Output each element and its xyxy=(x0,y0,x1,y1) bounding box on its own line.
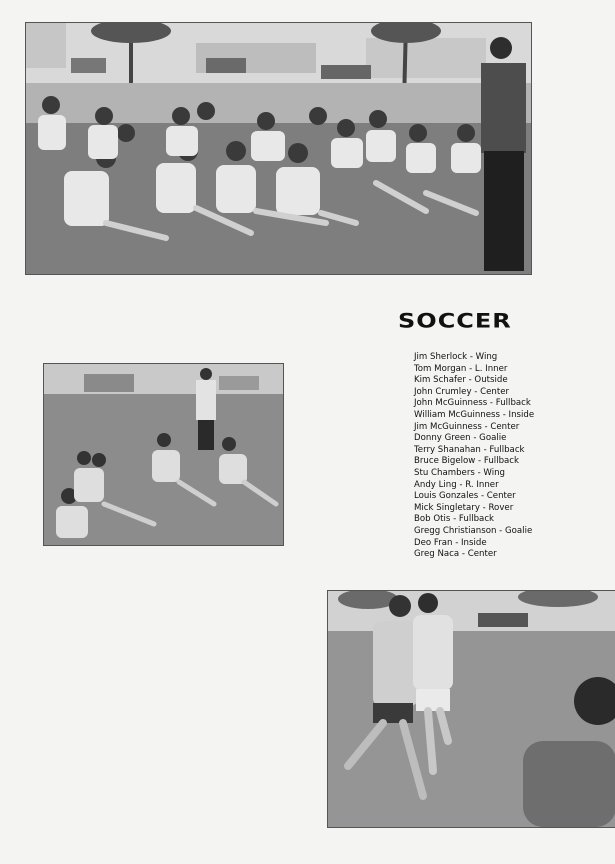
roster-entry: Bruce Bigelow - Fullback xyxy=(414,456,520,467)
page-title: SOCCER xyxy=(398,310,512,333)
practice-photo-illustration xyxy=(44,364,283,545)
roster-entry: Tom Morgan - L. Inner xyxy=(414,363,508,374)
roster-entry: Donny Green - Goalie xyxy=(414,433,507,444)
practice-photo xyxy=(43,363,284,546)
roster-entry: John Crumley - Center xyxy=(414,386,510,397)
roster-list xyxy=(414,352,534,561)
roster-entry: William McGuinness - Inside xyxy=(414,409,535,420)
roster-entry: Deo Fran - Inside xyxy=(414,537,487,548)
roster-entry: Jim McGuinness - Center xyxy=(414,421,520,432)
roster-entry: Terry Shanahan - Fullback xyxy=(414,444,525,455)
roster-entry: Bob Otis - Fullback xyxy=(414,514,495,525)
action-photo xyxy=(327,590,615,828)
roster-entry: Kim Schafer - Outside xyxy=(414,375,508,386)
team-photo xyxy=(25,22,532,275)
action-photo-illustration xyxy=(328,591,615,827)
roster-entry: Gregg Christianson - Goalie xyxy=(414,525,533,536)
roster-entry: Louis Gonzales - Center xyxy=(414,491,516,502)
roster-entry: Greg Naca - Center xyxy=(414,549,497,560)
roster-entry: John McGuinness - Fullback xyxy=(414,398,531,409)
roster-entry: Jim Sherlock - Wing xyxy=(414,352,498,362)
team-photo-illustration xyxy=(26,23,531,274)
roster-entry: Mick Singletary - Rover xyxy=(414,502,514,513)
roster-entry: Andy Ling - R. Inner xyxy=(414,479,499,490)
roster-entry: Stu Chambers - Wing xyxy=(414,467,506,478)
